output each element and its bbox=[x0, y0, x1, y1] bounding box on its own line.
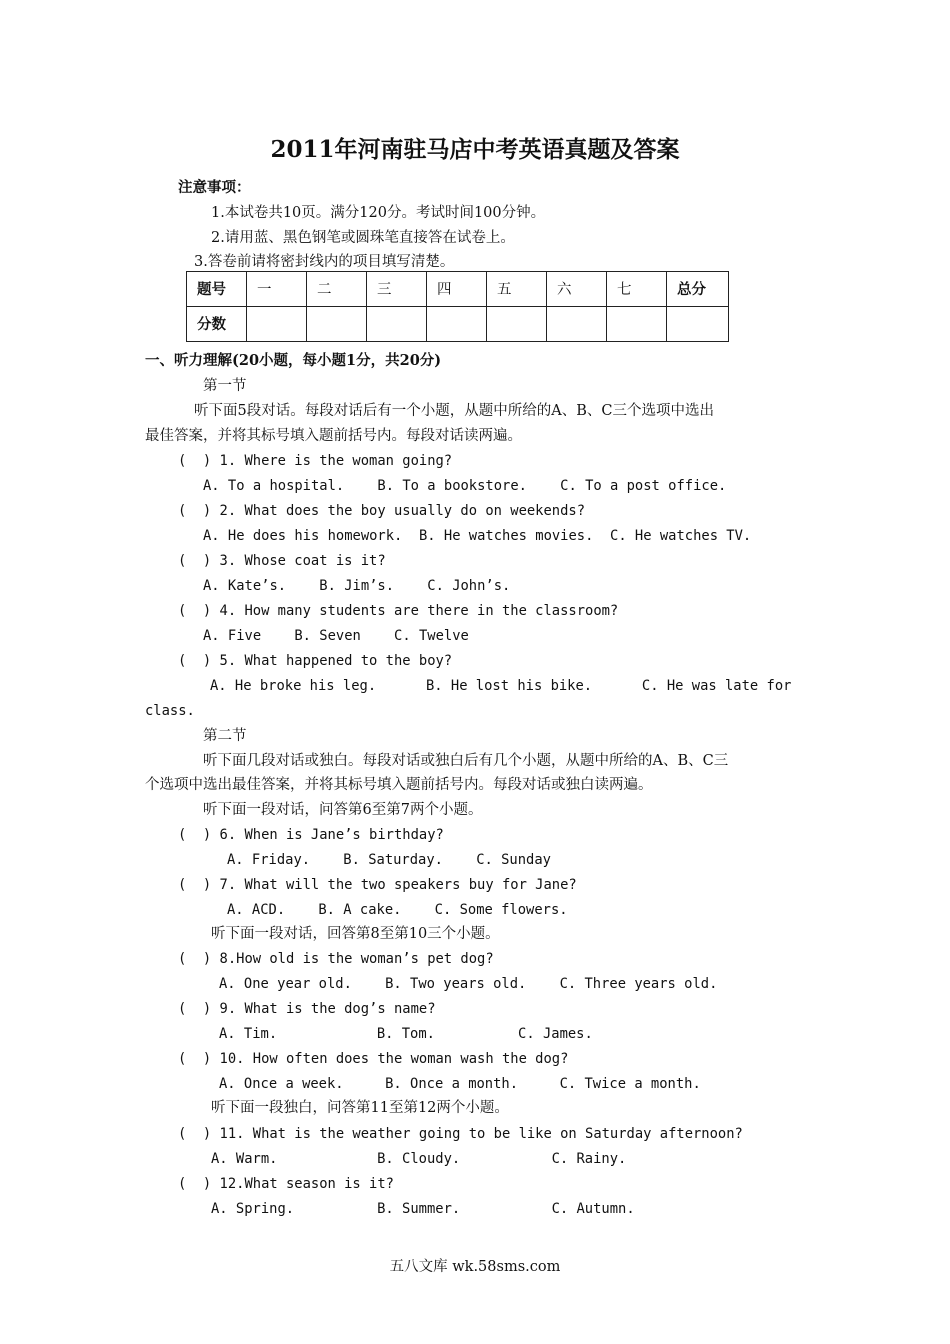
question-1-options: A. To a hospital. B. To a bookstore. C. To a post office. bbox=[203, 478, 727, 494]
question-7-options: A. ACD. B. A cake. C. Some flowers. bbox=[227, 902, 568, 918]
score-input-cell[interactable] bbox=[427, 307, 487, 342]
score-cell: 总分 bbox=[667, 272, 729, 307]
question-4-options: A. Five B. Seven C. Twelve bbox=[203, 628, 469, 644]
group3-intro: 听下面一段独白，问答第11至第12两个小题。 bbox=[211, 1100, 509, 1116]
question-8: ( ) 8.How old is the woman’s pet dog? bbox=[178, 951, 494, 967]
part1-instructions-2: 最佳答案，并将其标号填入题前括号内。每段对话读两遍。 bbox=[145, 428, 522, 444]
score-cell: 分数 bbox=[187, 307, 247, 342]
score-cell: 三 bbox=[367, 272, 427, 307]
question-8-options: A. One year old. B. Two years old. C. Three years old. bbox=[219, 976, 718, 992]
question-12-options: A. Spring. B. Summer. C. Autumn. bbox=[211, 1201, 635, 1217]
notice-item-2: 2.请用蓝、黑色钢笔或圆珠笔直接答在试卷上。 bbox=[211, 230, 515, 246]
question-5: ( ) 5. What happened to the boy? bbox=[178, 653, 453, 669]
question-3: ( ) 3. Whose coat is it? bbox=[178, 553, 386, 569]
question-7: ( ) 7. What will the two speakers buy for Jane? bbox=[178, 877, 577, 893]
question-9-options: A. Tim. B. Tom. C. James. bbox=[219, 1026, 593, 1042]
question-3-options: A. Kate’s. B. Jim’s. C. John’s. bbox=[203, 578, 511, 594]
question-10-options: A. Once a week. B. Once a month. C. Twice a month. bbox=[219, 1076, 701, 1092]
score-cell: 一 bbox=[247, 272, 307, 307]
part2-label: 第二节 bbox=[203, 728, 247, 744]
score-input-cell[interactable] bbox=[487, 307, 547, 342]
score-input-cell[interactable] bbox=[247, 307, 307, 342]
score-input-cell[interactable] bbox=[667, 307, 729, 342]
document-title: 2011年河南驻马店中考英语真题及答案 bbox=[270, 136, 680, 163]
question-12: ( ) 12.What season is it? bbox=[178, 1176, 394, 1192]
section1-heading: 一、听力理解(20小题，每小题1分，共20分) bbox=[145, 352, 442, 369]
score-table-header-row bbox=[187, 272, 729, 307]
score-input-cell[interactable] bbox=[367, 307, 427, 342]
question-10: ( ) 10. How often does the woman wash the dog? bbox=[178, 1051, 569, 1067]
score-input-cell[interactable] bbox=[307, 307, 367, 342]
score-cell: 七 bbox=[607, 272, 667, 307]
part2-instructions-2: 个选项中选出最佳答案，并将其标号填入题前括号内。每段对话或独白读两遍。 bbox=[145, 777, 653, 793]
score-cell: 四 bbox=[427, 272, 487, 307]
score-cell: 二 bbox=[307, 272, 367, 307]
question-5-options: A. He broke his leg. B. He lost his bike. C. He was late for bbox=[210, 678, 792, 694]
part1-label: 第一节 bbox=[203, 378, 247, 394]
question-1: ( ) 1. Where is the woman going? bbox=[178, 453, 453, 469]
question-9: ( ) 9. What is the dog’s name? bbox=[178, 1001, 436, 1017]
part2-instructions-1: 听下面几段对话或独白。每段对话或独白后有几个小题，从题中所给的A、B、C三 bbox=[203, 753, 729, 769]
question-4: ( ) 4. How many students are there in the classroom? bbox=[178, 603, 619, 619]
score-cell: 六 bbox=[547, 272, 607, 307]
notice-item-3: 3.答卷前请将密封线内的项目填写清楚。 bbox=[194, 254, 455, 270]
footer-watermark: 五八文库 wk.58sms.com bbox=[389, 1259, 561, 1275]
score-input-cell[interactable] bbox=[547, 307, 607, 342]
question-11: ( ) 11. What is the weather going to be like on Saturday afternoon? bbox=[178, 1126, 743, 1142]
notice-item-1: 1.本试卷共10页。满分120分。考试时间100分钟。 bbox=[211, 205, 546, 221]
notice-heading: 注意事项： bbox=[178, 179, 251, 196]
group2-intro: 听下面一段对话，回答第8至第10三个小题。 bbox=[211, 926, 500, 942]
question-2-options: A. He does his homework. B. He watches movies. C. He watches TV. bbox=[203, 528, 752, 544]
question-6-options: A. Friday. B. Saturday. C. Sunday bbox=[227, 852, 551, 868]
score-cell: 题号 bbox=[187, 272, 247, 307]
part1-instructions-1: 听下面5段对话。每段对话后有一个小题，从题中所给的A、B、C三个选项中选出 bbox=[194, 403, 714, 419]
score-input-cell[interactable] bbox=[607, 307, 667, 342]
score-table bbox=[186, 271, 729, 342]
question-11-options: A. Warm. B. Cloudy. C. Rainy. bbox=[211, 1151, 627, 1167]
question-5-options-wrap: class. bbox=[145, 703, 195, 719]
score-cell: 五 bbox=[487, 272, 547, 307]
score-table-score-row bbox=[187, 307, 729, 342]
question-2: ( ) 2. What does the boy usually do on weekends? bbox=[178, 503, 586, 519]
question-6: ( ) 6. When is Jane’s birthday? bbox=[178, 827, 444, 843]
group1-intro: 听下面一段对话，问答第6至第7两个小题。 bbox=[203, 802, 483, 818]
